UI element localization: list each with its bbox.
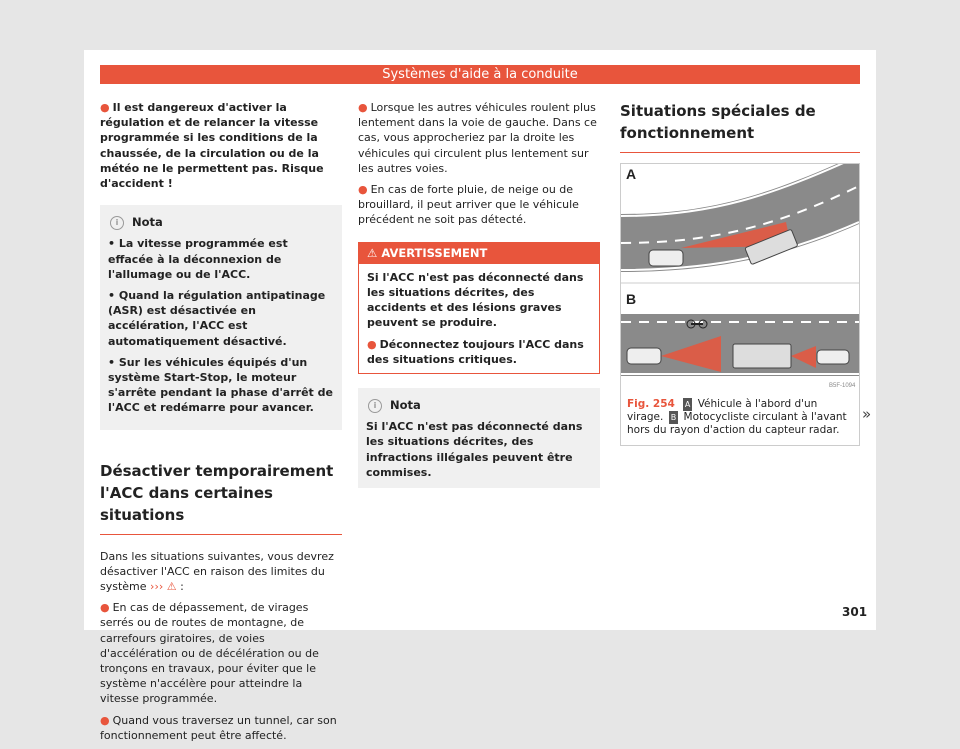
label-b: B — [626, 291, 637, 307]
chapter-header: Systèmes d'aide à la conduite — [100, 65, 860, 84]
continue-arrow-icon: » — [862, 405, 872, 423]
note-item: • La vitesse programmée est effacée à la déconnexion de l'allumage ou de l'ACC. — [108, 237, 288, 281]
warning-box — [358, 242, 600, 374]
bullet-icon: ● — [358, 183, 368, 197]
note-item: • Quand la régulation antipatinage (ASR) est désactivée en accélération, l'ACC est automatiquement désactivé. — [108, 289, 326, 348]
note-box — [358, 388, 600, 488]
list-item: ● Lorsque les autres véhicules roulent plus lentement dans la voie de gauche. Dans ce cas, vous approcheriez par la droite les véhicules qui circulent plus lentement sur les autres voies. — [358, 101, 597, 175]
note-title: i Nota — [108, 215, 334, 230]
section-title: Désactiver temporairement l'ACC dans certaines situations — [100, 460, 342, 535]
list-item: ● En cas de dépassement, de virages serrés ou de routes de montagne, de carrefours giratoires, de voies d'accélération ou de décélération ou de tronçons en travaux, pour éviter que le système n'accélère pour atteindre la vitesse programmée. — [100, 601, 319, 706]
section-intro: Dans les situations suivantes, vous devrez désactiver l'ACC en raison des limites du système ››› ⚠ : — [100, 549, 334, 594]
page-number: 301 — [842, 605, 868, 619]
note-title: i Nota — [366, 398, 592, 413]
bullet-icon: ● — [100, 101, 110, 114]
warning-bullet: ● Déconnectez toujours l'ACC dans des situations critiques. — [367, 337, 584, 366]
car-icon — [649, 250, 683, 266]
info-icon: i — [110, 216, 124, 230]
bullet-icon: ● — [367, 337, 377, 351]
note-box — [100, 205, 342, 429]
column-right — [620, 100, 860, 446]
note-item: • Sur les véhicules équipés d'un système Start-Stop, le moteur s'arrête pendant la phase d'arrêt de l'ACC et redémarre pour avancer. — [108, 355, 333, 415]
cross-reference-warning-icon[interactable]: ››› ⚠ — [150, 580, 177, 594]
intro-warning-text: ● Il est dangereux d'activer la régulation et de relancer la vitesse programmée si les conditions de la chaussée, de la circulation ou de la météo ne le permettent pas. Risque d'accident ! — [100, 101, 324, 191]
figure-254 — [620, 163, 860, 446]
label-a: A — [626, 166, 637, 182]
caption-label-a: A — [684, 400, 691, 409]
warning-title: ⚠ AVERTISSEMENT — [359, 243, 599, 264]
warning-triangle-icon: ⚠ — [367, 245, 382, 260]
bullet-icon: ● — [100, 713, 110, 727]
road-illustration — [621, 164, 859, 392]
info-icon: i — [368, 399, 382, 413]
figure-number: Fig. 254 — [627, 398, 675, 410]
column-left — [100, 100, 342, 749]
figure-caption: Fig. 254 A Véhicule à l'abord d'un virage. B Motocycliste circulant à l'avant hors du rayon d'action du capteur radar. — [627, 398, 847, 436]
car-icon — [627, 348, 661, 364]
bullet-icon: ● — [100, 601, 110, 615]
warning-body — [359, 264, 599, 373]
caption-label-b: B — [670, 413, 677, 422]
column-middle — [358, 100, 600, 488]
car-icon — [817, 350, 849, 364]
bullet-icon: ● — [358, 101, 368, 114]
section-title: Situations spéciales de fonctionnement — [620, 100, 860, 153]
list-item: ● En cas de forte pluie, de neige ou de brouillard, il peut arriver que le véhicule précédent ne soit pas détecté. — [358, 183, 579, 227]
note-text: Si l'ACC n'est pas déconnecté dans les situations décrites, des infractions illégales peuvent être commises. — [366, 420, 583, 479]
scene-a — [621, 164, 859, 282]
warning-text: Si l'ACC n'est pas déconnecté dans les situations décrites, des accidents et des lésions graves peuvent se produire. — [367, 270, 584, 330]
figure-code: B5F-1094 — [829, 383, 856, 389]
truck-icon — [733, 344, 791, 368]
list-item: ● Quand vous traversez un tunnel, car son fonctionnement peut être affecté. — [100, 713, 337, 742]
